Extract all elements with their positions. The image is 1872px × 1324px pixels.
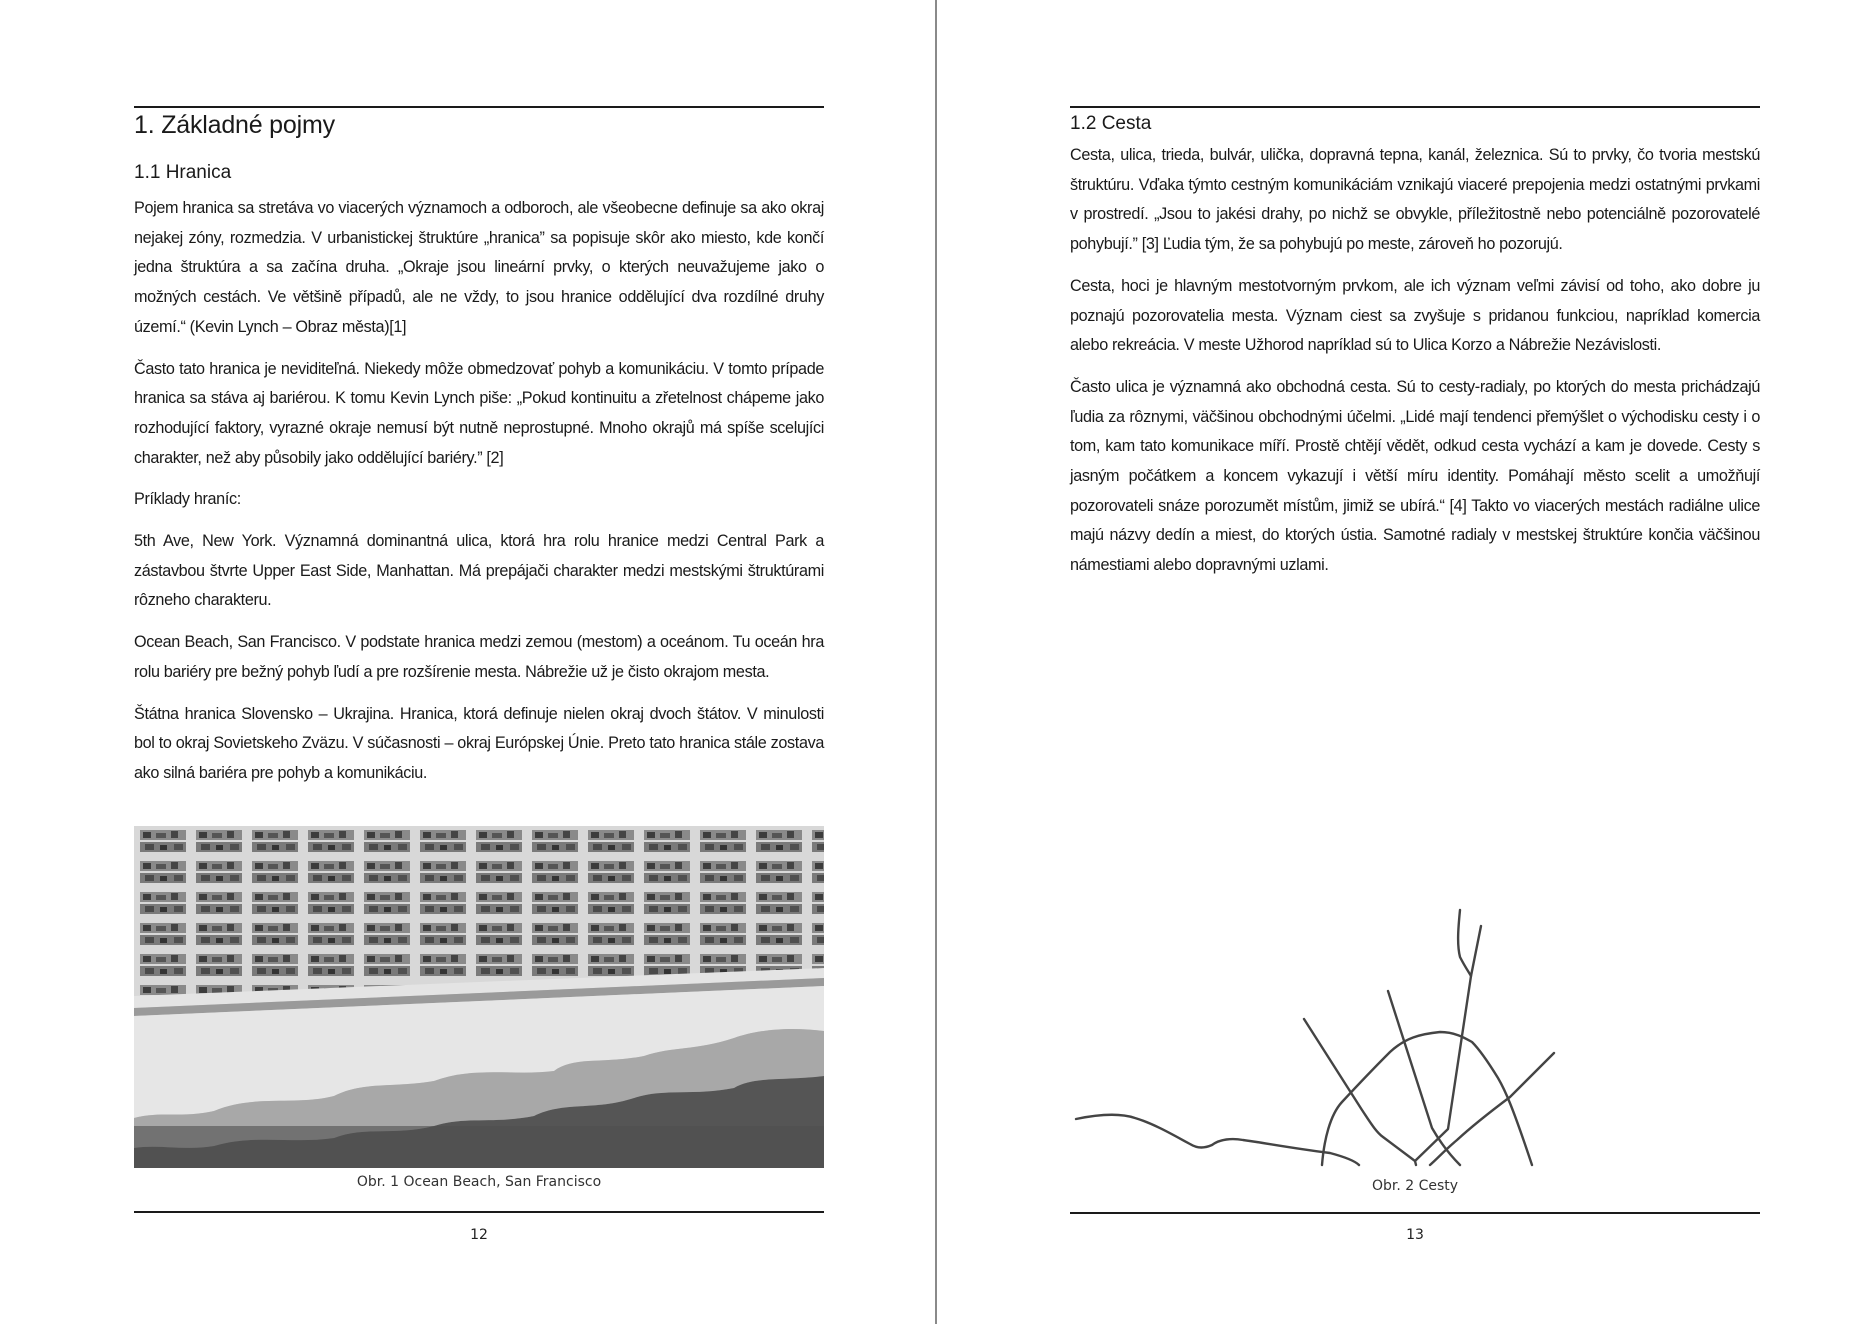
section-title: 1.1 Hranica [134, 162, 232, 183]
paragraph: Cesta, hoci je hlavným mestotvorným prvkom, ale ich význam veľmi závisí od toho, ako dobre ju poznajú pozorovatelia mesta. Význam ciest sa zvyšuje s pridanou funkciou, napríklad komercia alebo rekreácia. V meste Užhorod napríklad sú to Ulica Korzo a Nábrežie Nezávislosti. [1070, 276, 1760, 355]
paragraph: Často ulica je významná ako obchodná cesta. Sú to cesty-radialy, po ktorých do mesta prichádzajú ľudia za rôznymi, väčšinou obchodnými účelmi. „Lidé mají tendenci přemýšlet o východisku cesty i o tom, kam tato komunikace míří. Prostě chtějí vědět, odkud cesta vychází a kam je dovede. Cesty s jasným počátkem a koncem vykazují i větší míru identity. Pomáhají město scelit a umožňují pozorovateli snáze porozumět místům, jimiž se ubírá.“ [4] Takto vo viacerých mestách radiálne ulice majú názvy dedín a miest, do ktorých ústia. Samotné radialy v mestskej štruktúre končia väčšinou námestiami alebo dopravnými uzlami. [1070, 377, 1760, 575]
right-page-content [1070, 110, 1760, 581]
paragraph: Cesta, ulica, trieda, bulvár, ulička, dopravná tepna, kanál, železnica. Sú to prvky, čo tvoria mestskú štruktúru. Vďaka týmto cestným komunikáciám vznikajú viaceré prepojenia medzi ostatnými prvkami v prostredí. „Jsou to jakési drahy, po nichž se obvykle, příležitostně nebo potenciálně pozorovatelé pohybují.” [3] Ľudia tým, že sa pohybujú po meste, zároveň ho pozorujú. [1070, 146, 1760, 254]
paragraph: 5th Ave, New York. Významná dominantná ulica, ktorá hra rolu hranice medzi Central Park a zástavbou štvrte Upper East Side, Manhattan. Má prepájači charakter medzi mestskými štruktúrami rôzneho charakteru. [134, 532, 824, 610]
roads-diagram [1060, 900, 1780, 1170]
radial-road [1388, 991, 1460, 1165]
figure-caption: Obr. 2 Cesty [1371, 1178, 1459, 1194]
ocean-beach-aerial-photo [134, 826, 824, 1168]
page-number: 13 [1406, 1227, 1424, 1243]
paragraph: Ocean Beach, San Francisco. V podstate hranica medzi zemou (mestom) a oceánom. Tu oceán hra rolu bariéry pre bežný pohyb ľudí a pre rozšírenie mesta. Nábrežie už je čisto okrajom mesta. [134, 633, 824, 681]
paragraph: Často tato hranica je neviditeľná. Niekedy môže obmedzovať pohyb a komunikáciu. V tomto prípade hranica sa stáva aj bariérou. K tomu Kevin Lynch piše: „Pokud kontinuitu a zřetelnost chápeme jako rozhodující faktory, vyrazné okraje nemusí být nutně neprostupné. Mnoho okrajů má spíše scelujíci charakter, než aby působily jako oddělující bariéry.” [2] [134, 359, 824, 467]
page-number: 12 [470, 1227, 488, 1243]
river-line [1076, 1115, 1359, 1165]
footer-rule [134, 1211, 824, 1213]
paragraph: Príklady hraníc: [134, 490, 241, 509]
left-page [0, 0, 935, 1324]
radial-road [1471, 926, 1481, 976]
left-page-content [134, 108, 824, 789]
section-title: 1.2 Cesta [1070, 113, 1152, 134]
chapter-title: 1. Základné pojmy [134, 111, 335, 139]
header-rule [1070, 106, 1760, 108]
paragraph: Štátna hranica Slovensko – Ukrajina. Hranica, ktorá definuje nielen okraj dvoch štátov. V minulosti bol to okraj Sovietskeho Zväzu. V súčasnosti – okraj Európskej Únie. Preto tato hranica stále zostava ako silná bariéra pre pohyb a komunikáciu. [134, 704, 824, 782]
figure-caption: Obr. 1 Ocean Beach, San Francisco [356, 1174, 602, 1190]
paragraph: Pojem hranica sa stretáva vo viacerých významoch a odboroch, ale všeobecne definuje sa ako okraj nejakej zóny, rozmedzia. V urbanistickej štruktúre „hranica” sa popisuje skôr ako miesto, kde končí jedna štruktúra a sa začína druha. „Okraje jsou lineární prvky, o kterých neuvažujeme jako o možných cestách. Ve většině případů, ale ne vždy, to jsou hranice oddělující dva rozdílné druhy území.“ (Kevin Lynch – Obraz města)[1] [134, 199, 824, 336]
radial-road [1304, 1019, 1416, 1165]
footer-rule [1070, 1212, 1760, 1214]
